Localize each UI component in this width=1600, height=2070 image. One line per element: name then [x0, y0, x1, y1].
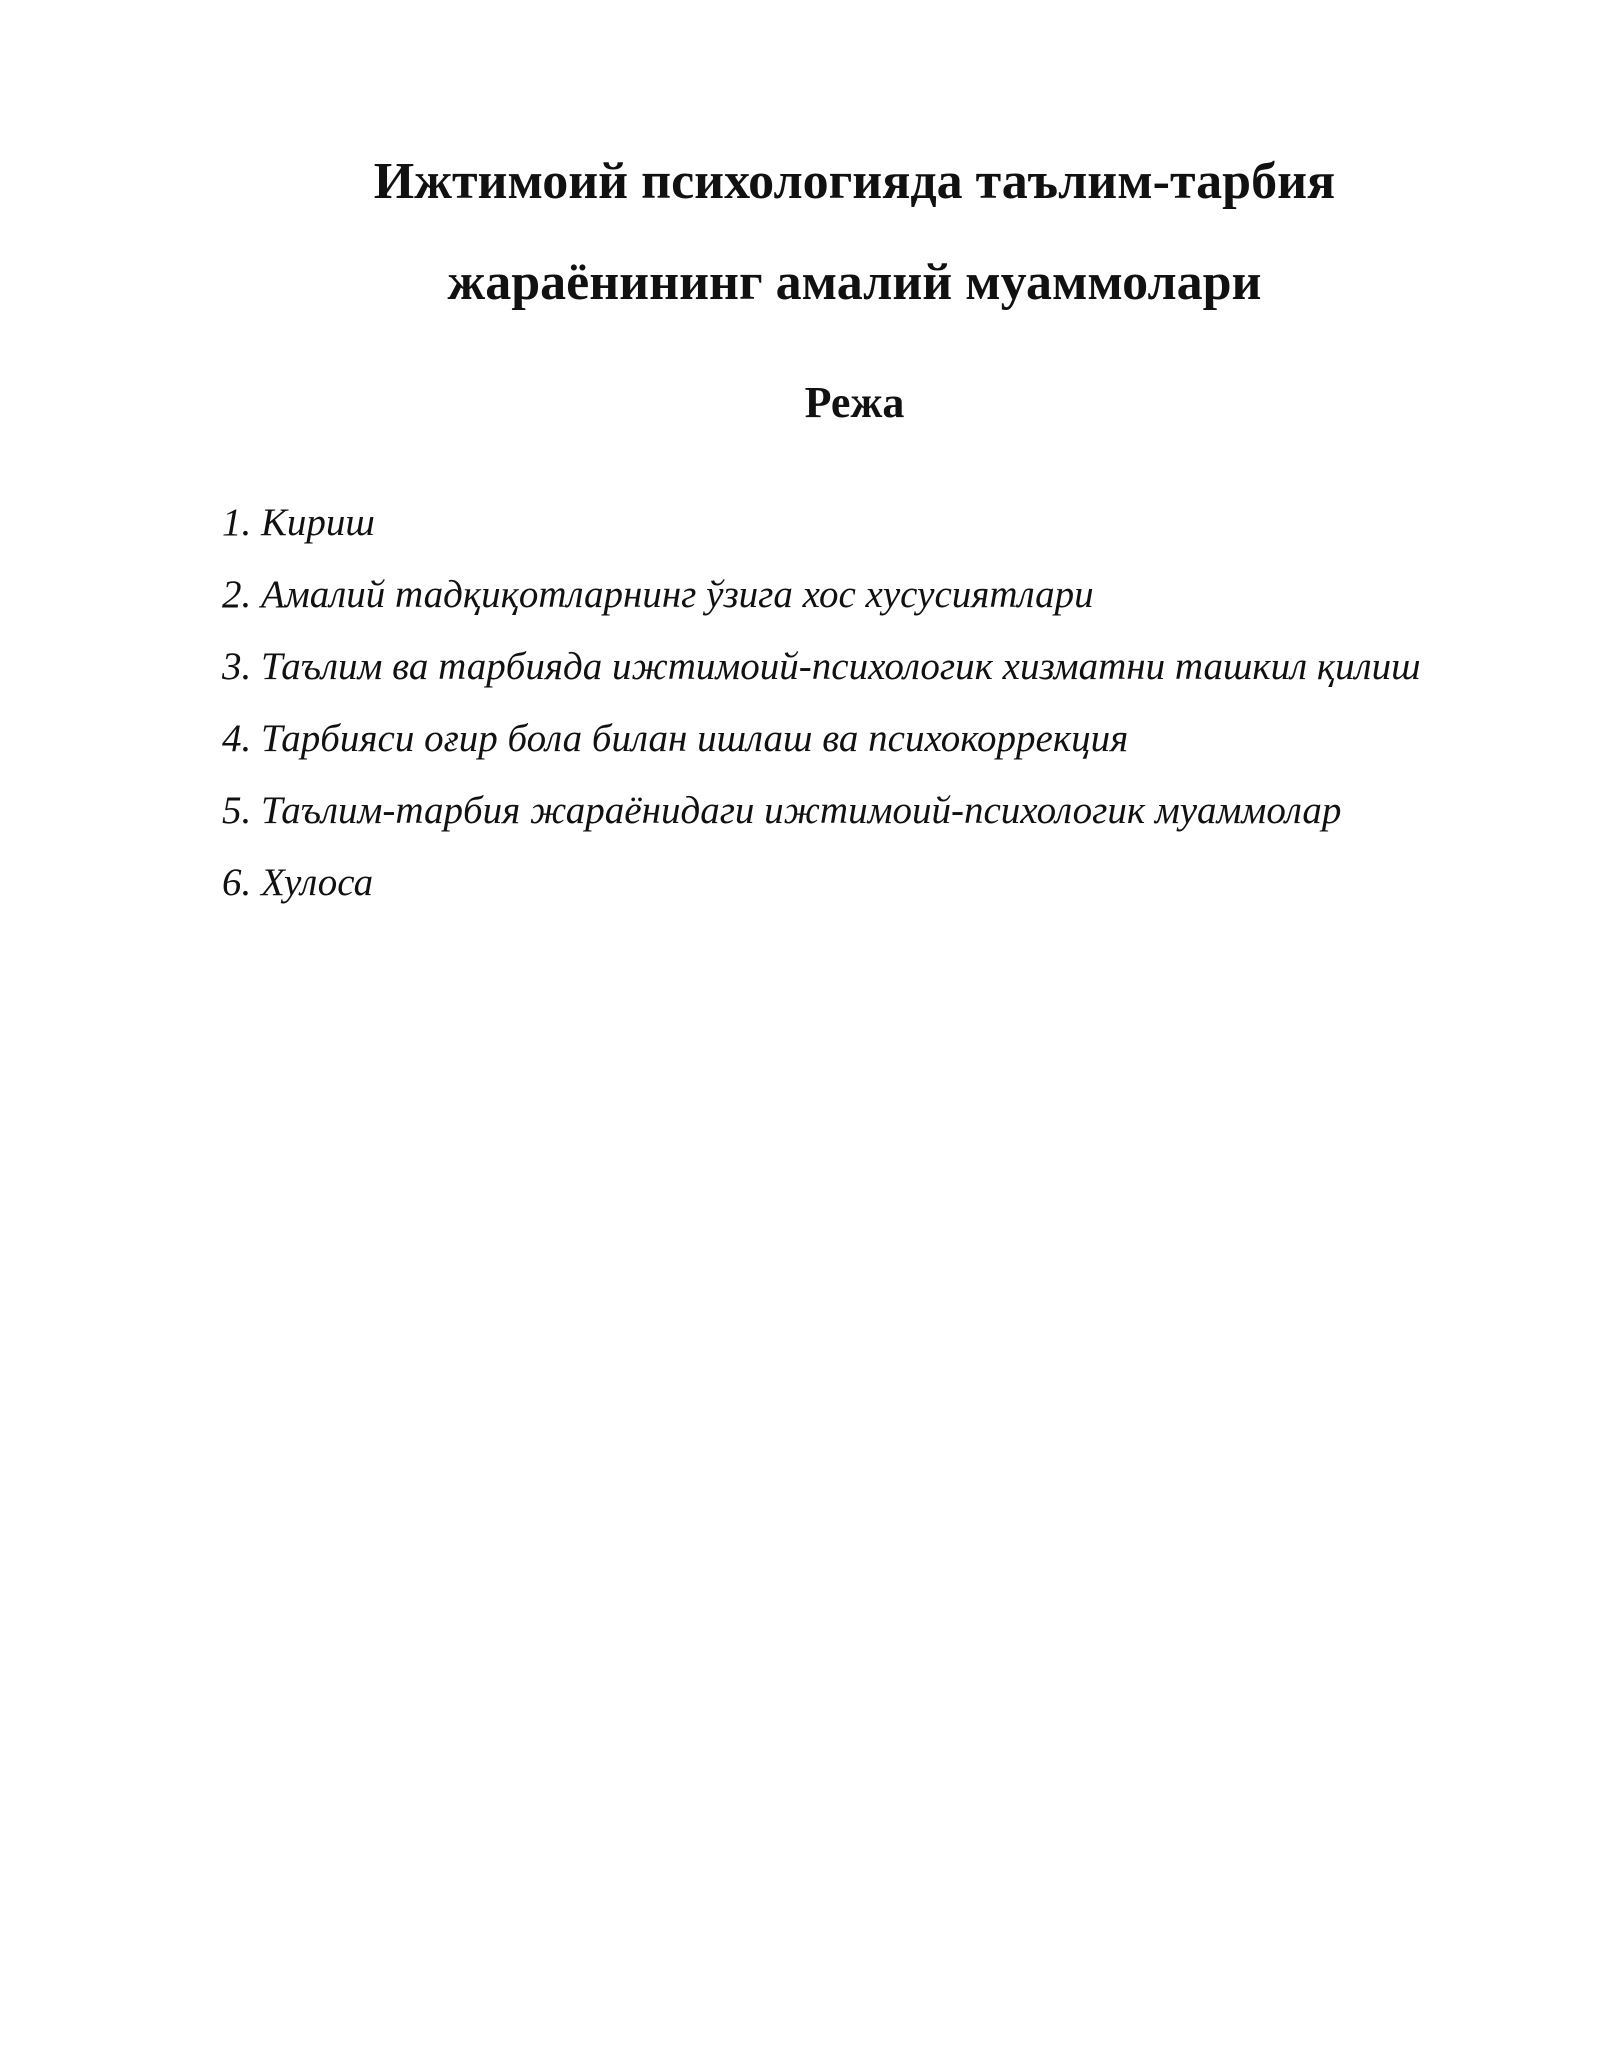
- plan-item-conclusion: 6. Хулоса: [222, 861, 374, 904]
- plan-item-difficult-child: 4. Тарбияси оғир бола билан ишлаш ва психокоррекция: [222, 717, 1129, 760]
- plan-heading: Режа: [804, 378, 905, 427]
- document-title-line-2: жараёнининг амалий муаммолари: [447, 254, 1262, 311]
- plan-item-introduction: 1. Кириш: [222, 501, 375, 544]
- plan-list: [222, 487, 1462, 919]
- plan-item-applied-research: 2. Амалий тадқиқотларнинг ўзига хос хусусиятлари: [222, 573, 1094, 616]
- document-title-line-1: Ижтимоий психологияда таълим-тарбия: [373, 153, 1336, 210]
- plan-item-socio-psychological-problems: 5. Таълим-тарбия жараёнидаги ижтимоий-психологик муаммолар: [222, 789, 1342, 832]
- plan-item-psychological-service: 3. Таълим ва тарбияда ижтимоий-психологик хизматни ташкил қилиш: [222, 645, 1421, 688]
